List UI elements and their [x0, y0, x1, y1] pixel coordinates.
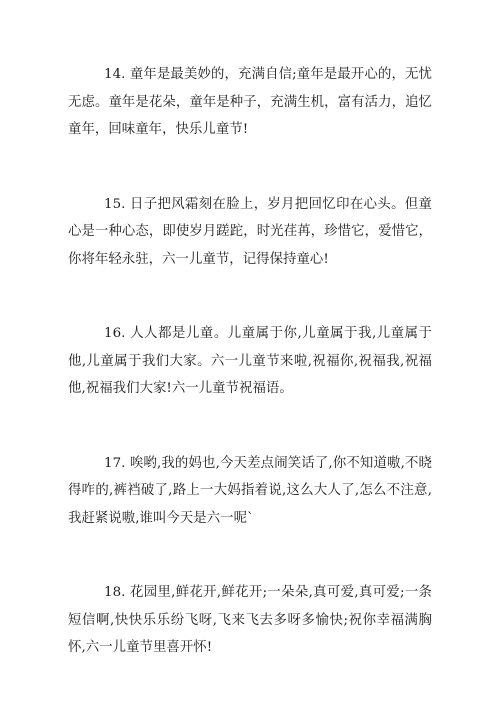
paragraph-18: 18. 花园里,鲜花开,鲜花开;一朵朵,真可爱,真可爱;一条短信啊,快快乐乐纷飞呀,飞来飞去多呀多愉快;祝你幸福满胸怀,六一儿童节里喜开怀! — [68, 585, 432, 655]
paragraph-16: 16. 人人都是儿童。儿童属于你,儿童属于我,儿童属于他,儿童属于我们大家。六一儿童节来啦,祝福你,祝福我,祝福他,祝福我们大家!六一儿童节祝福语。 — [68, 326, 432, 396]
paragraph-17: 17. 唉哟,我的妈也,今天差点闹笑话了,你不知道嗷,不晓得咋的,裤裆破了,路上一大妈指着说,这么大人了,怎么不注意,我赶紧说嗷,谁叫今天是六一呢` — [68, 455, 432, 526]
paragraph-15: 15. 日子把风霜刻在脸上，岁月把回忆印在心头。但童心是一种心态，即使岁月蹉跎，时光荏苒，珍惜它，爱惜它，你将年轻永驻，六一儿童节，记得保持童心! — [68, 196, 432, 267]
paragraph-14: 14. 童年是最美妙的，充满自信;童年是最开心的，无忧无虑。童年是花朵，童年是种子，充满生机，富有活力，追忆童年，回味童年，快乐儿童节! — [68, 67, 432, 137]
